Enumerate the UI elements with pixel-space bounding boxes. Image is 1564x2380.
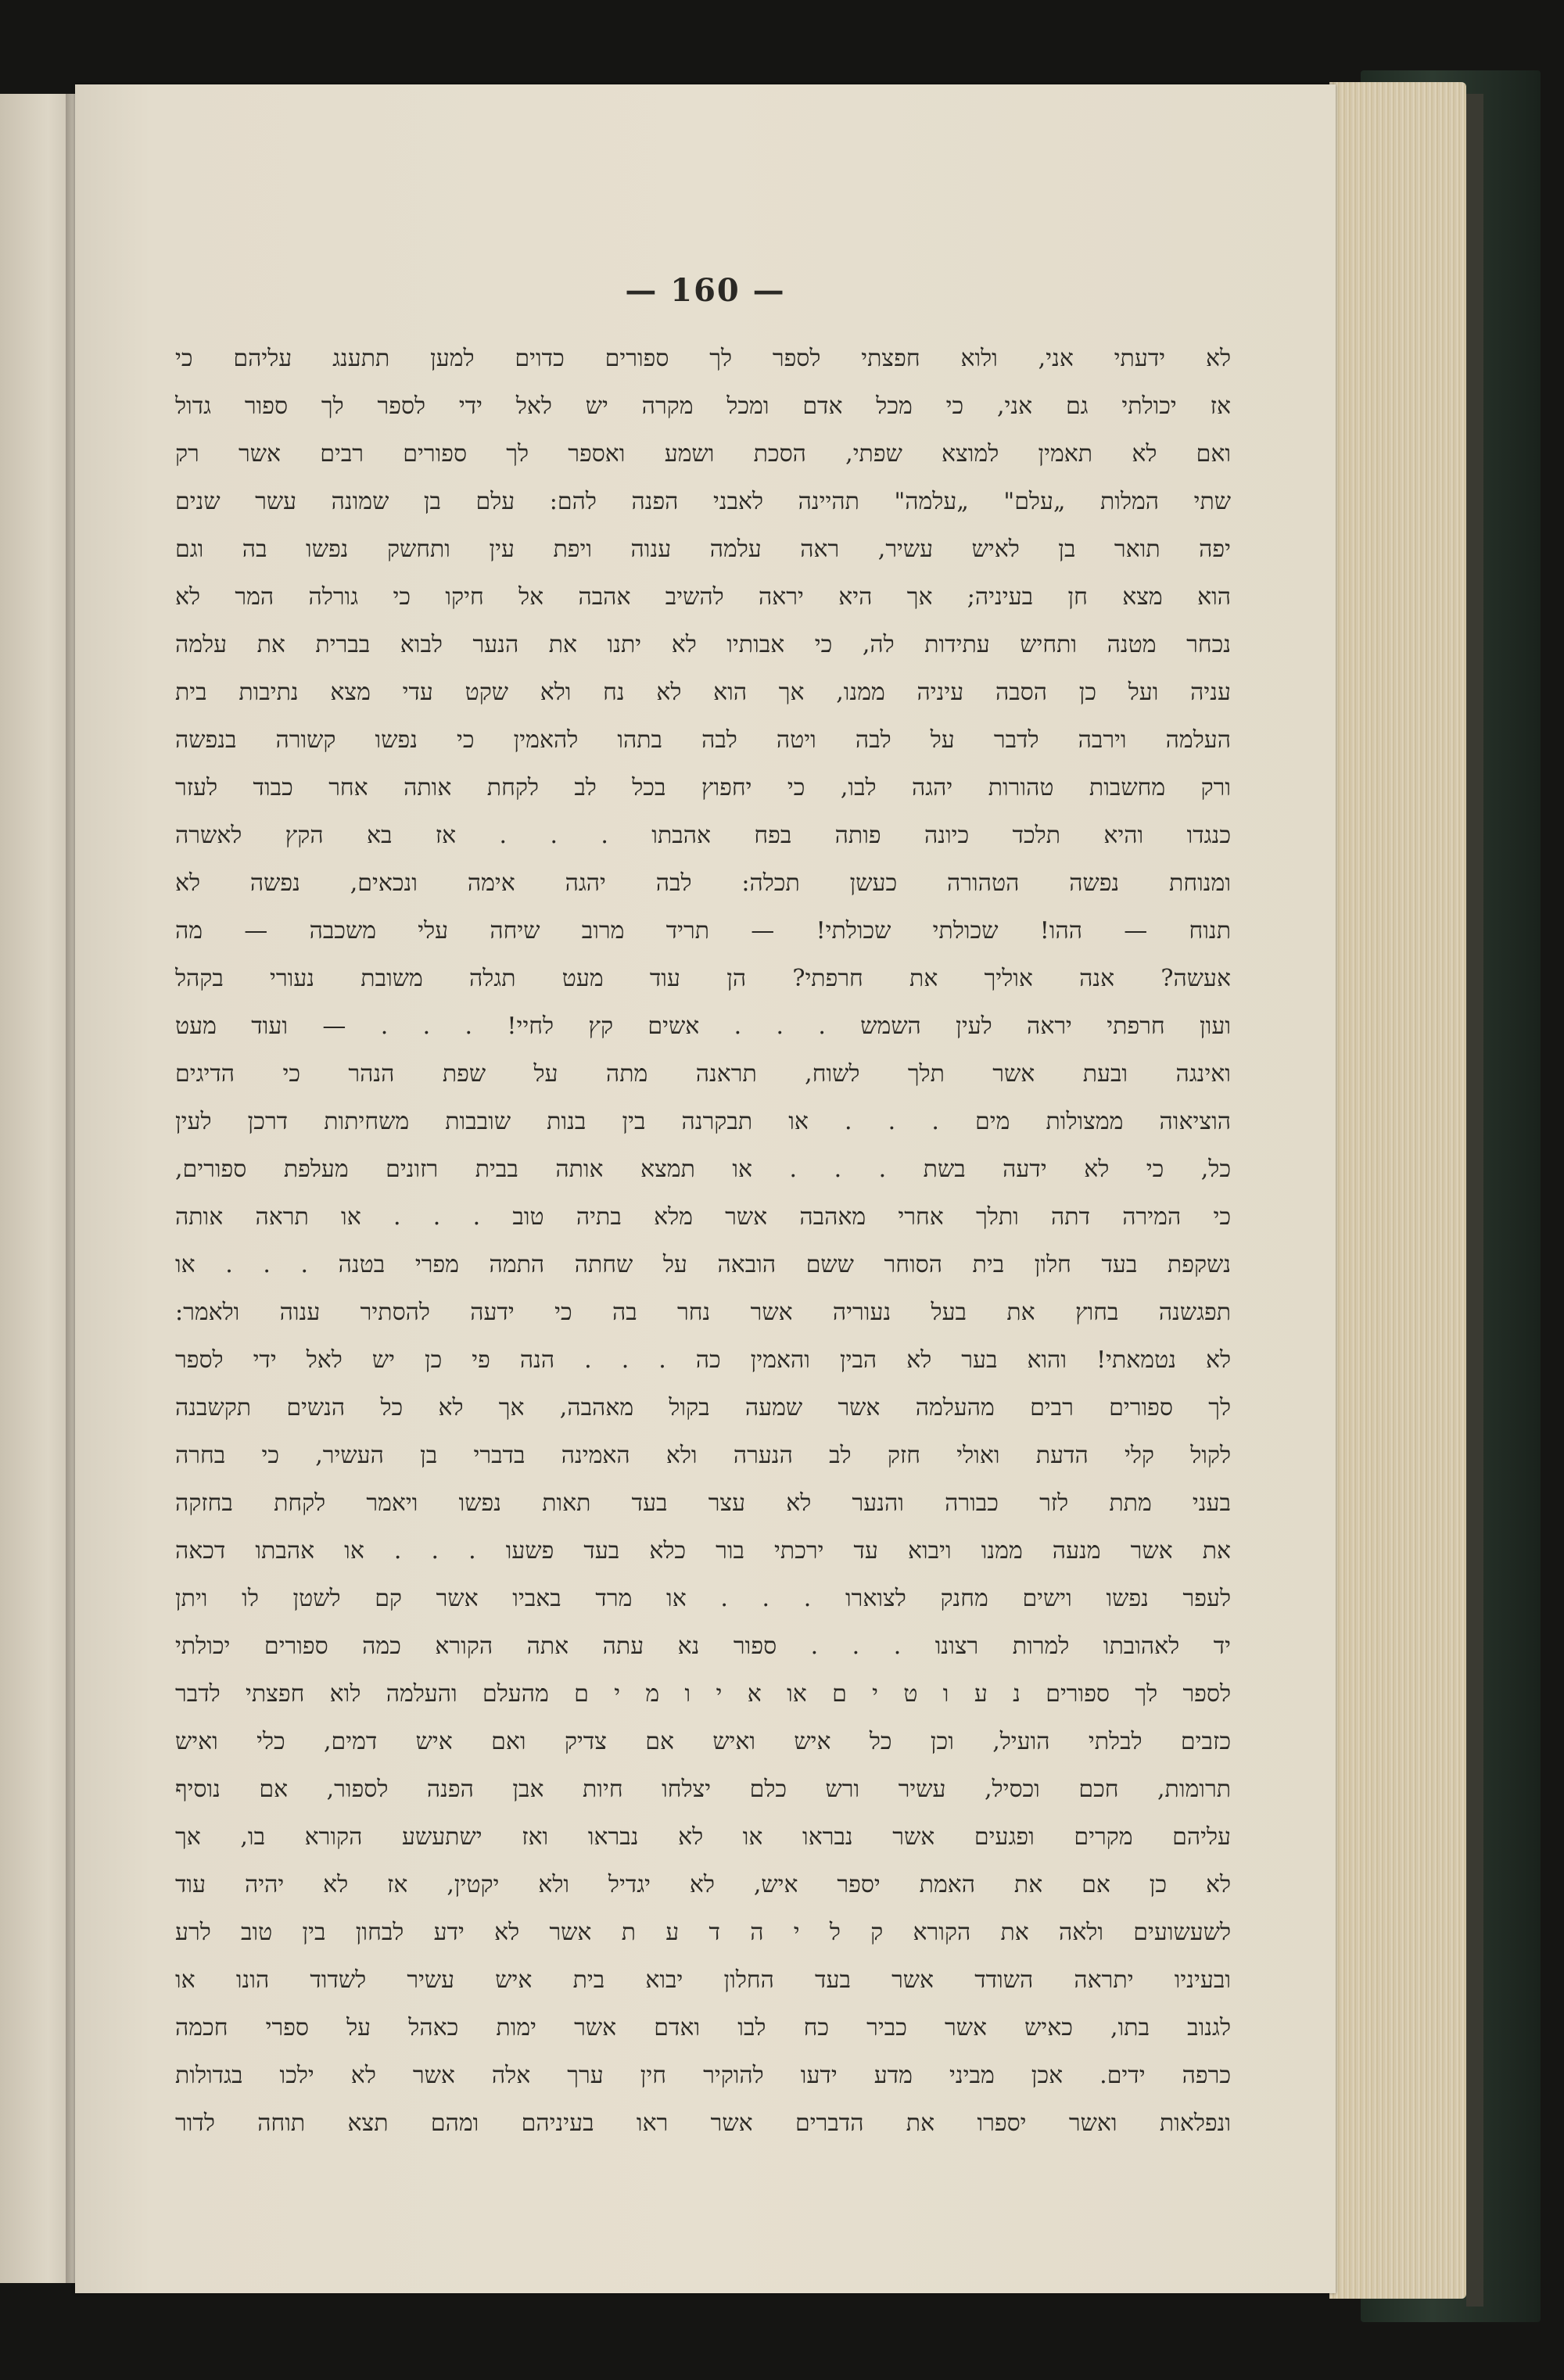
text-line: ומנוחת נפשה הטהורה כעשן תכלה: לבה יהגה אימה ונכאים, נפשה לא <box>175 869 1231 897</box>
text-line: הוציאוה ממצולות מים . . . או תבקרנה בין בנות שובבות משחיתות דרכן לעין <box>175 1108 1231 1135</box>
text-line: לא נטמאתי! והוא בער לא הבין והאמין כה . . . הנה פי כן יש לאל ידי לספר <box>175 1346 1231 1374</box>
text-line: כרפה ידים. אכן מביני מדע ידעו להוקיר חין ערך אלה אשר לא ילכו בגדולות <box>175 2062 1231 2089</box>
text-line: ואינגה ובעת אשר תלך לשוח, תראנה מתה על שפת הנהר כי הדיגים <box>175 1060 1231 1088</box>
text-line: לעפר נפשו וישים מחנק לצוארו . . . או מרד באביו אשר קם לשטן לו ויתן <box>175 1585 1231 1612</box>
cover-edge <box>1466 94 1483 2307</box>
text-line: כל, כי לא ידעה בשת . . . או תמצא אותה בבית רזונים מעלפת ספורים, <box>175 1156 1231 1183</box>
text-line: אז יכולתי גם אני, כי מכל אדם ומכל מקרה יש לאל ידי לספר לך ספור גדול <box>175 392 1231 420</box>
page-edges <box>1329 82 1466 2299</box>
text-line: נכחר מטנה ותחיש עתידות לה, כי אבותיו לא יתנו את הנער לבוא בברית את עלמה <box>175 631 1231 658</box>
text-line: עליהם מקרים ופגעים אשר נבראו או לא נבראו ואז ישתעשע הקורא בו, אך <box>175 1823 1231 1851</box>
text-line: בעני מתת לזר כבורה והנער לא עצר בעד תאות נפשו ויאמר לקחת בחזקה <box>175 1489 1231 1517</box>
text-line: כי המירה דתה ותלך אחרי מאהבה אשר מלא בתיה טוב . . . או תראה אותה <box>175 1203 1231 1231</box>
text-line: תנוח — ההו! שכולתי שכולתי! — תריד מרוב שיחה עלי משכבה — מה <box>175 917 1231 944</box>
body-text <box>175 335 1231 2147</box>
text-line: העלמה וירבה לדבר על לבה ויטה לבה בתהו להאמין כי נפשו קשורה בנפשה <box>175 726 1231 754</box>
text-line: נשקפת בעד חלון בית הסוחר ששם הובאה על שחתה התמה מפרי בטנה . . . או <box>175 1251 1231 1278</box>
text-line: ורק מחשבות טהורות יהגה לבו, כי יחפוץ בכל לב לקחת אותה אחר כבוד לעזר <box>175 774 1231 801</box>
book-page <box>75 84 1336 2293</box>
text-line: לא כן אם את האמת יספר איש, לא יגדיל ולא יקטין, אז לא יהיה עוד <box>175 1871 1231 1898</box>
text-line: הוא מצא חן בעיניה; אך היא יראה להשיב אהבה אל חיקו כי גורלה המר לא <box>175 583 1231 611</box>
text-line: לספר לך ספורים נ ע ו ט י ם או א י ו מ י ם מהעלם והעלמה לוא חפצתי לדבר <box>175 1680 1231 1708</box>
text-line: אעשה? אנה אוליך את חרפתי? הן עוד מעט תגלה משובת נעורי בקהל <box>175 965 1231 992</box>
text-line: לקול קלי הדעת ואולי חזק לב הנערה ולא האמינה בדברי בן העשיר, כי בחרה <box>175 1442 1231 1469</box>
text-line: יד לאהובתו למרות רצונו . . . ספור נא עתה אתה הקורא כמה ספורים יכולתי <box>175 1633 1231 1660</box>
text-line: לגנוב בתו, כאיש אשר כביר כח לבו ואדם אשר ימות כאהל על ספרי חכמה <box>175 2014 1231 2041</box>
left-page <box>0 94 69 2283</box>
text-line: ועון חרפתי יראה לעין השמש . . . אשים קץ לחיי! . . . — ועוד מעט <box>175 1013 1231 1040</box>
text-line: ואם לא תאמין למוצא שפתי, הסכת ושמע ואספר לך ספורים רבים אשר רק <box>175 440 1231 468</box>
text-line: תפגשנה בחוץ את בעל נעוריה אשר נחר בה כי ידעה להסתיר ענוה ולאמר: <box>175 1299 1231 1326</box>
text-line: יפה תואר בן לאיש עשיר, ראה עלמה ענוה ויפת עין ותחשק נפשו בה וגם <box>175 536 1231 563</box>
text-line: ובעיניו יתראה השודד אשר בעד החלון יבוא בית איש עשיר לשדוד הונו או <box>175 1966 1231 1994</box>
text-line: את אשר מנעה ממנו ויבוא עד ירכתי בור כלא בעד פשעו . . . או אהבתו דכאה <box>175 1537 1231 1565</box>
text-line: עניה ועל כן הסבה עיניה ממנו, אך הוא לא נח ולא שקט עדי מצא נתיבות בית <box>175 679 1231 706</box>
text-line: כזבים לבלתי הועיל, וכן כל איש ואיש אם צדיק ואם איש דמים, כלי ואיש <box>175 1728 1231 1755</box>
text-line: ונפלאות ואשר יספרו את הדברים אשר ראו בעיניהם ומהם תצא תוחה לדור <box>175 2109 1231 2137</box>
text-line: כנגדו והיא תלכד כיונה פותה בפח אהבתו . . . אז בא הקץ לאשרה <box>175 822 1231 849</box>
text-line: לשעשועים ולאה את הקורא ק ל י ה ד ע ת אשר לא ידע לבחון בין טוב לרע <box>175 1919 1231 1946</box>
text-line: לא ידעתי אני, ולוא חפצתי לספר לך ספורים כדוים למען תתענג עליהם כי <box>175 345 1231 372</box>
text-line: תרומות, חכם וכסיל, עשיר ורש כלם יצלחו חיות אבן הפנה לספור, אם נוסיף <box>175 1776 1231 1803</box>
page-number: — 160 — <box>625 272 786 309</box>
text-line: שתי המלות „עלם" „עלמה" תהיינה לאבני הפנה להם: עלם בן שמונה עשר שנים <box>175 488 1231 515</box>
text-line: לך ספורים רבים מהעלמה אשר שמעה בקול מאהבה, אך לא כל הנשים תקשבנה <box>175 1394 1231 1421</box>
